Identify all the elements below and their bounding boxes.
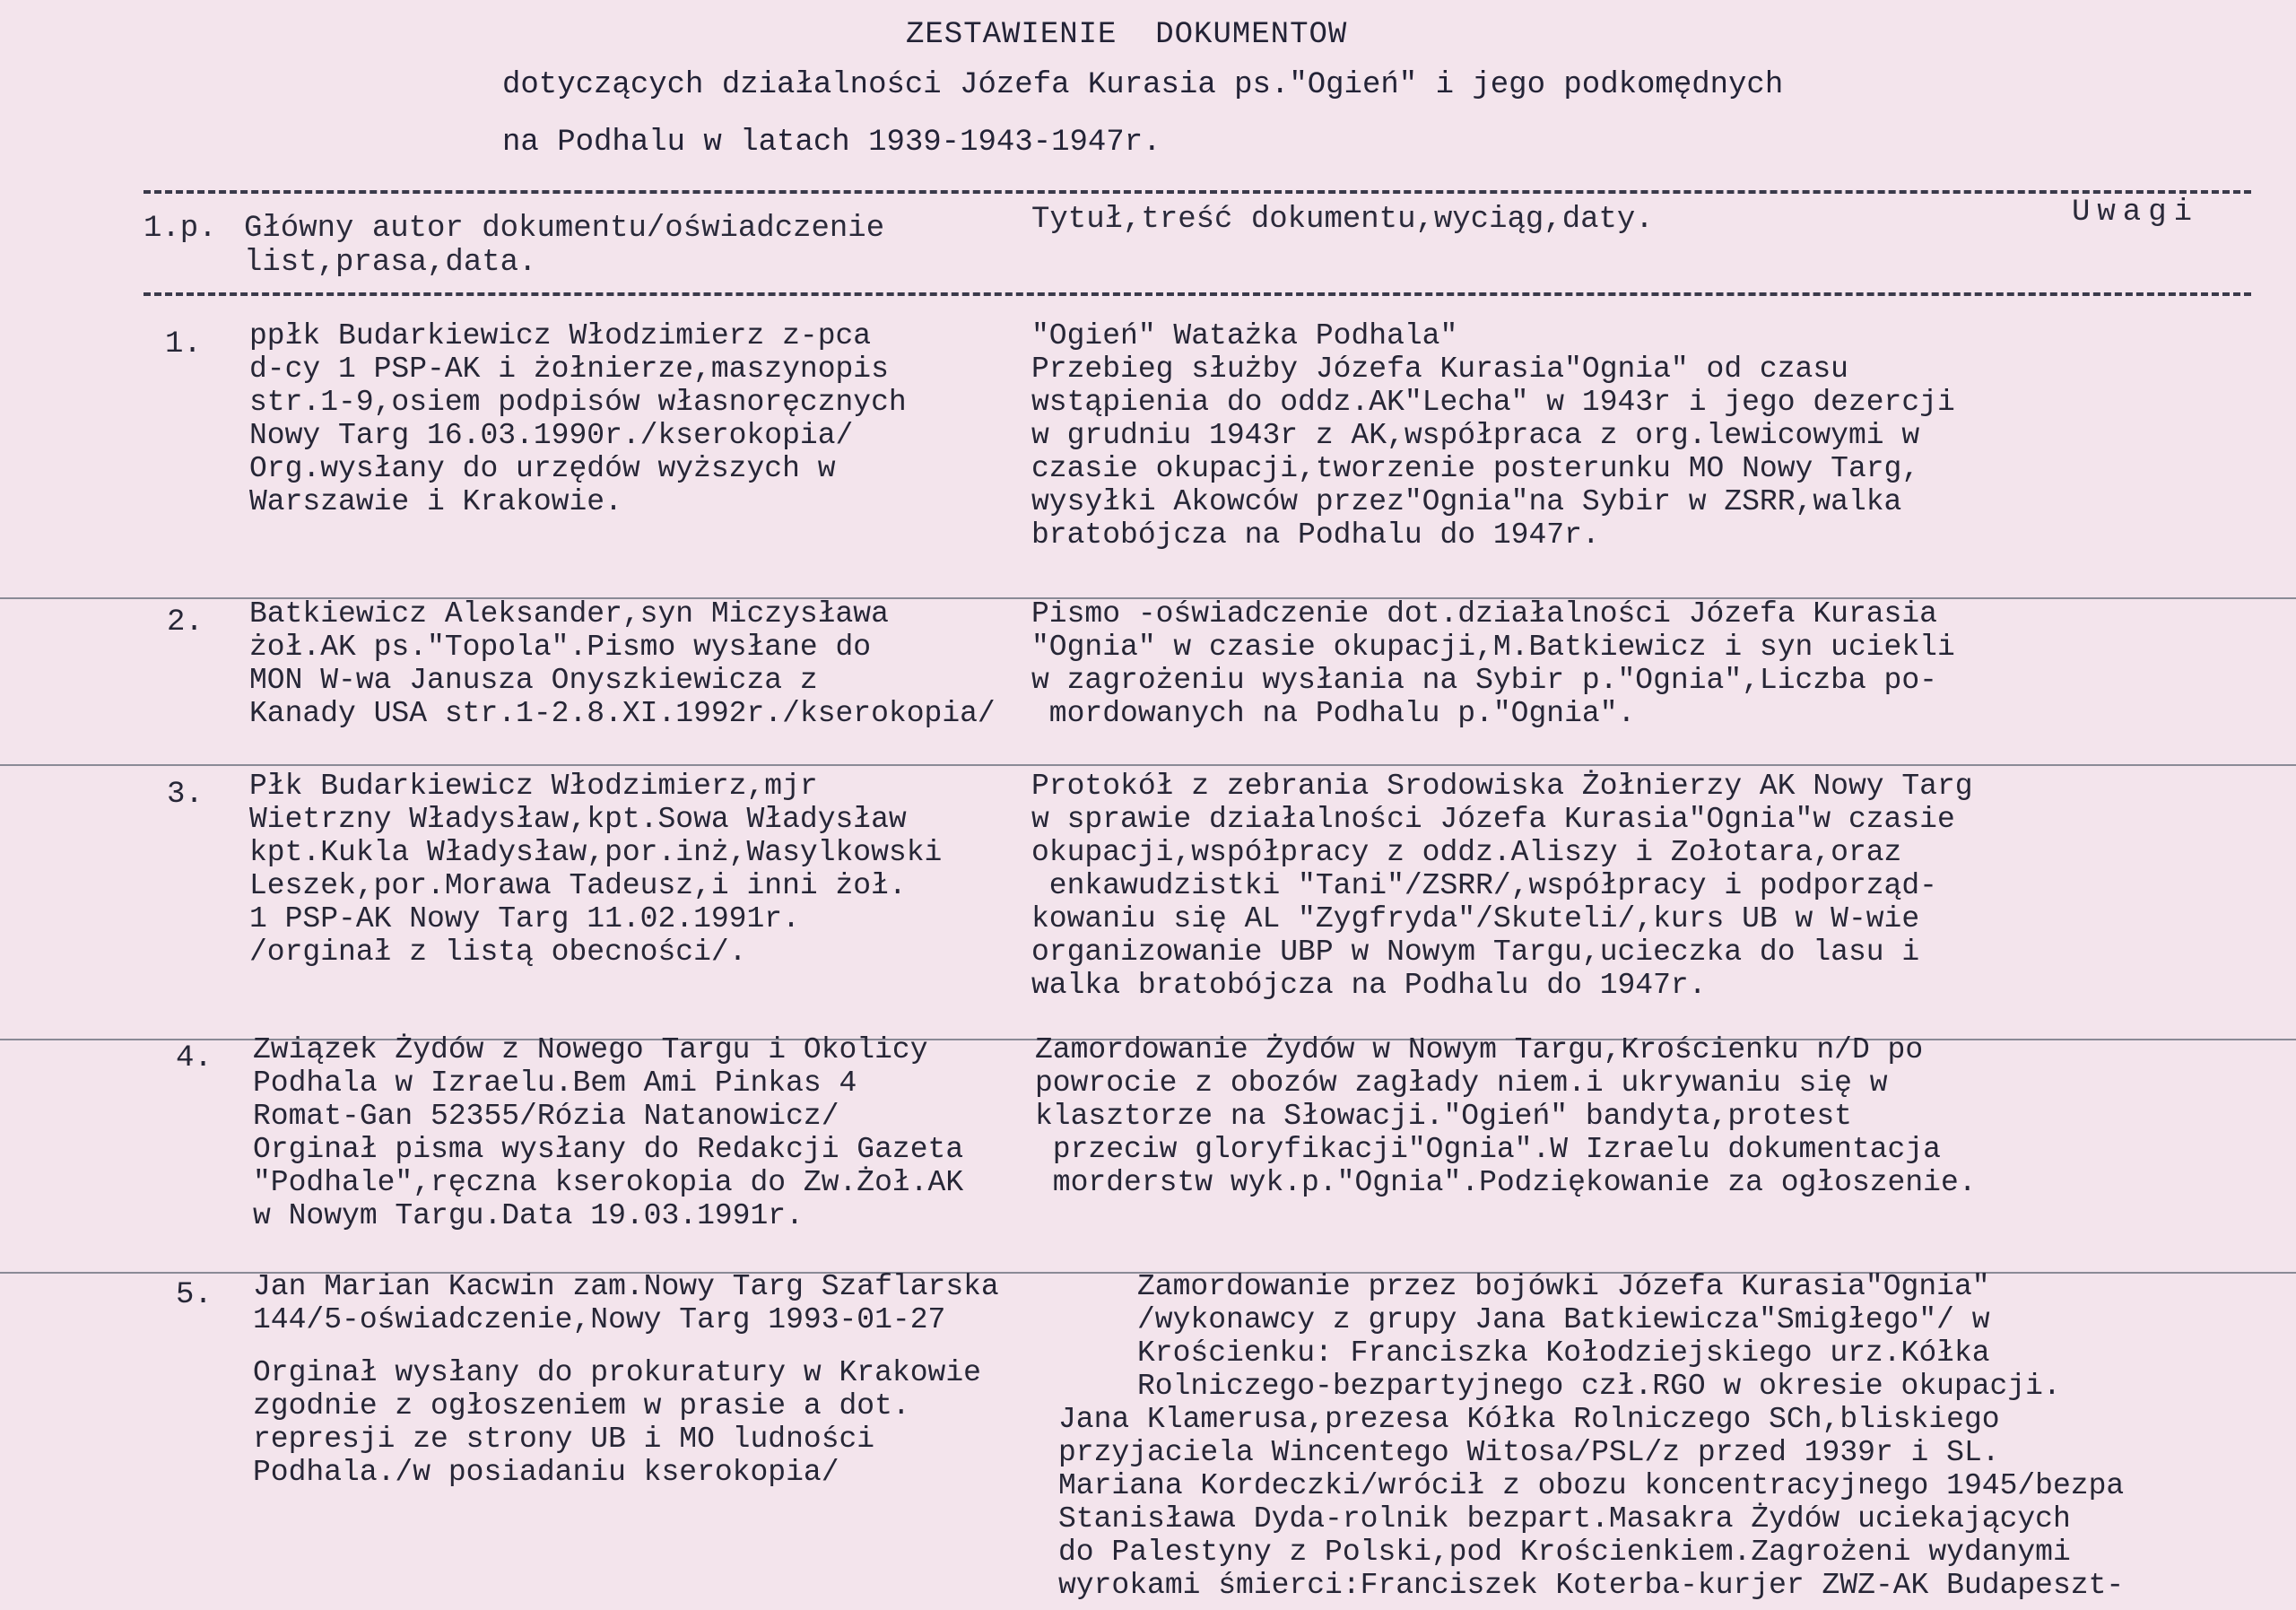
row-3-number: 3. xyxy=(167,778,204,812)
column-header-author xyxy=(244,212,884,280)
row-1-content: "Ogień" Watażka Podhala" Przebieg służby Józefa Kurasia"Ognia" od czasu wstąpienia do oddz.AK"Lecha" w 1943r i jego dezercji w grudniu 1943r z AK,współpraca z org.lewicowymi w czasie okupacji,tworzenie posterunku MO Nowy Targ, wysyłki Akowców przez"Ognia"na Sybir w ZSRR,walka bratobójcza na Podhalu do 1947r. xyxy=(1031,319,1955,552)
row-3-author: Płk Budarkiewicz Włodzimierz,mjr Wietrzny Władysław,kpt.Sowa Władysław kpt.Kukla Władysław,por.inż,Wasylkowski Leszek,por.Morawa Tadeusz,i inni żoł. 1 PSP-AK Nowy Targ 11.02.1991r. /orginał z listą obecności/. xyxy=(249,770,943,969)
row-separator xyxy=(0,764,2296,766)
row-4-content: Zamordowanie Żydów w Nowym Targu,Krościenku n/D po powrocie z obozów zagłady niem.i ukrywaniu się w klasztorze na Słowacji."Ogień" bandyta,protest przeciw gloryfikacji"Ognia".W Izraelu dokumentacja morderstw wyk.p."Ognia".Podziękowanie za ogłoszenie. xyxy=(1035,1033,1977,1199)
row-2-number: 2. xyxy=(167,605,204,640)
row-4-author: Związek Żydów z Nowego Targu i Okolicy Podhala w Izraelu.Bem Ami Pinkas 4 Romat-Gan 52355/Rózia Natanowicz/ Orginał pisma wysłany do Redakcji Gazeta "Podhale",ręczna kserokopia do Zw.Żoł.AK w Nowym Targu.Data 19.03.1991r. xyxy=(253,1033,964,1232)
column-header-lp: 1.p. xyxy=(144,212,217,246)
column-header-author-line2: list,prasa,data. xyxy=(244,246,537,280)
row-3-content: Protokół z zebrania Srodowiska Żołnierzy AK Nowy Targ w sprawie działalności Józefa Kurasia"Ognia"w czasie okupacji,współpracy z oddz.Aliszy i Zołotara,oraz enkawudzistki "Tani"/ZSRR/,współpracy i podporząd- kowaniu się AL "Zygfryda"/Skuteli/,kurs UB w W-wie organizowanie UBP w Nowym Targu,ucieczka do lasu i walka bratobójcza na Podhalu do 1947r. xyxy=(1031,770,1973,1002)
header-divider-top xyxy=(144,190,2251,194)
document-subtitle-2: na Podhalu w latach 1939-1943-1947r. xyxy=(502,126,1161,160)
column-header-author-line1: Główny autor dokumentu/oświadczenie xyxy=(244,212,885,246)
row-5-author-note: Orginał wysłany do prokuratury w Krakowie zgodnie z ogłoszeniem w prasie a dot. represji ze strony UB i MO ludności Podhala./w posiadaniu kserokopia/ xyxy=(253,1356,981,1489)
row-5-author: Jan Marian Kacwin zam.Nowy Targ Szaflarska 144/5-oświadczenie,Nowy Targ 1993-01-27 xyxy=(253,1270,999,1336)
document-subtitle-1: dotyczących działalności Józefa Kurasia ps."Ogień" i jego podkomędnych xyxy=(502,68,1784,102)
row-4-number: 4. xyxy=(176,1041,213,1075)
column-header-title: Tytuł,treść dokumentu,wyciąg,daty. xyxy=(1031,203,1654,237)
row-5-content: Zamordowanie przez bojówki Józefa Kurasia"Ognia" /wykonawcy z grupy Jana Batkiewicza"Smigłego"/ w Krościenku: Franciszka Kołodziejskiego urz.Kółka Rolniczego-bezpartyjnego czł.RGO w okresie okupacji. xyxy=(1137,1270,2061,1403)
column-header-notes: Uwagi xyxy=(2072,196,2200,230)
row-1-author: ppłk Budarkiewicz Włodzimierz z-pca d-cy 1 PSP-AK i żołnierze,maszynopis str.1-9,osiem podpisów własnoręcznych Nowy Targ 16.03.1990r./kserokopia/ Org.wysłany do urzędów wyższych w Warszawie i Krakowie. xyxy=(249,319,907,518)
header-divider-bottom xyxy=(144,292,2251,296)
row-2-content: Pismo -oświadczenie dot.działalności Józefa Kurasia "Ognia" w czasie okupacji,M.Batkiewicz i syn uciekli w zagrożeniu wysłania na Sybir p."Ognia",Liczba po- mordowanych na Podhalu p."Ognia". xyxy=(1031,597,1955,730)
row-2-author: Batkiewicz Aleksander,syn Miczysława żoł.AK ps."Topola".Pismo wysłane do MON W-wa Janusza Onyszkiewicza z Kanady USA str.1-2.8.XI.1992r./kserokopia/ xyxy=(249,597,996,730)
row-1-number: 1. xyxy=(165,327,202,361)
row-5-content-more: Jana Klamerusa,prezesa Kółka Rolniczego SCh,bliskiego przyjaciela Wincentego Witosa/PSL/z przed 1939r i SL. Mariana Kordeczki/wrócił z obozu koncentracyjnego 1945/bezpa Stanisława Dyda-rolnik bezpart.Masakra Żydów uciekających do Palestyny z Polski,pod Krościenkiem.Zagrożeni wydanymi wyrokami śmierci:Franciszek Koterba-kurjer ZWZ-AK Budapeszt- xyxy=(1058,1403,2125,1602)
row-5-number: 5. xyxy=(176,1278,213,1312)
document-title: ZESTAWIENIE DOKUMENTOW xyxy=(906,18,1348,52)
